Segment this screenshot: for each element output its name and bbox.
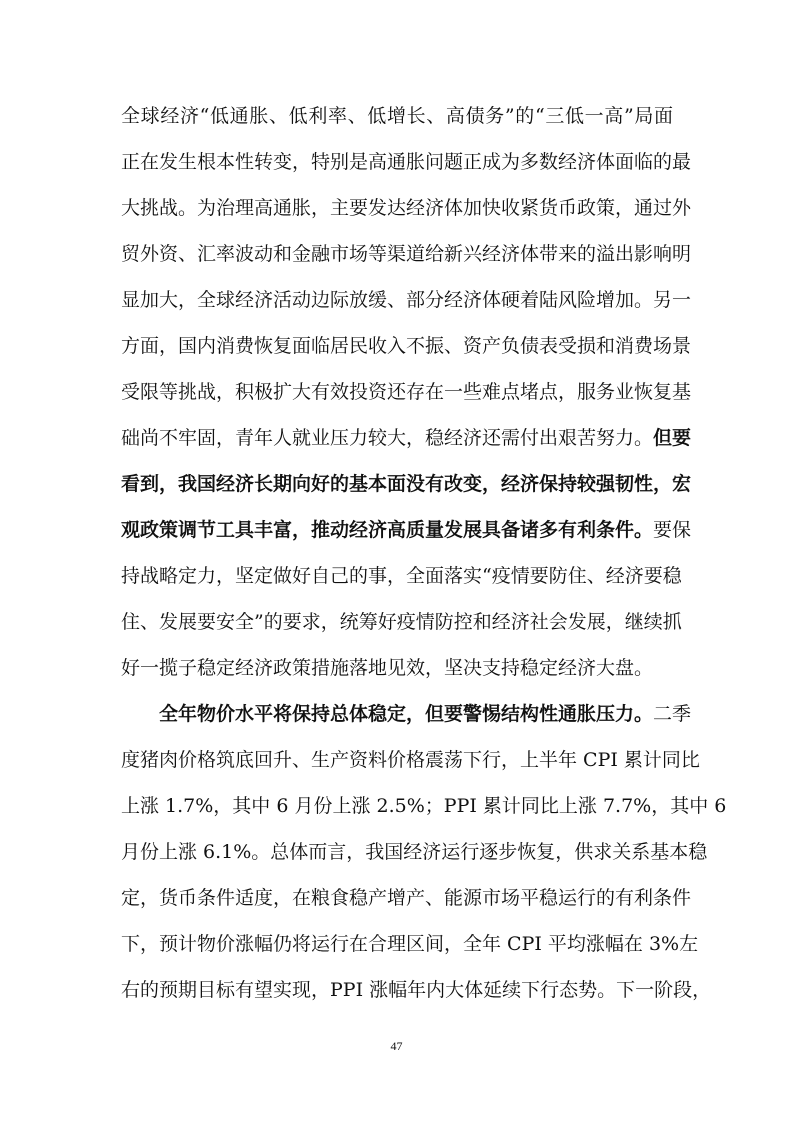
text-run: 度猪肉价格筑底回升、生产资料价格震荡下行，上半年 CPI 累计同比 bbox=[121, 749, 700, 771]
text-run: 正在发生根本性转变，特别是高通胀问题正成为多数经济体面临的最 bbox=[121, 151, 692, 173]
text-run: 受限等挑战，积极扩大有效投资还存在一些难点堵点，服务业恢复基 bbox=[121, 381, 692, 403]
text-run: 住、发展要安全”的要求，统筹好疫情防控和经济社会发展，继续抓 bbox=[121, 611, 682, 633]
text-run: 显加大，全球经济活动边际放缓、部分经济体硬着陆风险增加。另一 bbox=[121, 289, 692, 311]
text-run: 二季 bbox=[653, 703, 692, 725]
text-line bbox=[121, 740, 700, 780]
text-line bbox=[121, 372, 692, 412]
text-line bbox=[121, 96, 673, 136]
text-line bbox=[121, 510, 692, 550]
text-run: 上涨 1.7%，其中 6 月份上涨 2.5%；PPI 累计同比上涨 7.7%，其中 6 bbox=[121, 795, 727, 817]
text-line bbox=[121, 648, 673, 688]
bold-text-run: 全年物价水平将保持总体稳定，但要警惕结构性通胀压力。 bbox=[159, 703, 654, 725]
text-run: 大挑战。为治理高通胀，主要发达经济体加快收紧货币政策，通过外 bbox=[121, 197, 692, 219]
text-line bbox=[121, 556, 682, 596]
bold-text-run: 看到，我国经济长期向好的基本面没有改变，经济保持较强韧性，宏 bbox=[121, 473, 692, 495]
text-line bbox=[121, 234, 692, 274]
text-line bbox=[121, 878, 692, 918]
page-number: 47 bbox=[390, 1039, 403, 1053]
text-run: 右的预期目标有望实现，PPI 涨幅年内大体延续下行态势。下一阶段， bbox=[121, 979, 712, 1001]
text-line bbox=[121, 464, 692, 504]
bold-text-run: 观政策调节工具丰富，推动经济高质量发展具备诸多有利条件。 bbox=[121, 519, 654, 541]
text-line bbox=[121, 602, 682, 642]
text-run: 全球经济“低通胀、低利率、低增长、高债务”的“三低一高”局面 bbox=[121, 105, 673, 127]
bold-text-run: 但要 bbox=[653, 427, 692, 449]
text-run: 下，预计物价涨幅仍将运行在合理区间，全年 CPI 平均涨幅在 3%左 bbox=[121, 933, 699, 955]
text-run: 要保 bbox=[653, 519, 692, 541]
text-run: 贸外资、汇率波动和金融市场等渠道给新兴经济体带来的溢出影响明 bbox=[121, 243, 692, 265]
text-line bbox=[121, 832, 708, 872]
text-line bbox=[121, 280, 692, 320]
text-line bbox=[121, 142, 692, 182]
text-line bbox=[121, 326, 692, 366]
text-line bbox=[121, 188, 692, 228]
text-run: 定，货币条件适度，在粮食稳产增产、能源市场平稳运行的有利条件 bbox=[121, 887, 692, 909]
text-run: 持战略定力，坚定做好自己的事，全面落实“疫情要防住、经济要稳 bbox=[121, 565, 682, 587]
text-line bbox=[121, 786, 727, 826]
text-run: 础尚不牢固，青年人就业压力较大，稳经济还需付出艰苦努力。 bbox=[121, 427, 654, 449]
text-line bbox=[121, 418, 692, 458]
text-line bbox=[121, 970, 712, 1010]
text-line bbox=[121, 694, 692, 734]
text-run: 好一揽子稳定经济政策措施落地见效，坚决支持稳定经济大盘。 bbox=[121, 657, 654, 679]
text-line bbox=[121, 924, 699, 964]
text-run: 月份上涨 6.1%。总体而言，我国经济运行逐步恢复，供求关系基本稳 bbox=[121, 841, 708, 863]
text-run: 方面，国内消费恢复面临居民收入不振、资产负债表受损和消费场景 bbox=[121, 335, 692, 357]
